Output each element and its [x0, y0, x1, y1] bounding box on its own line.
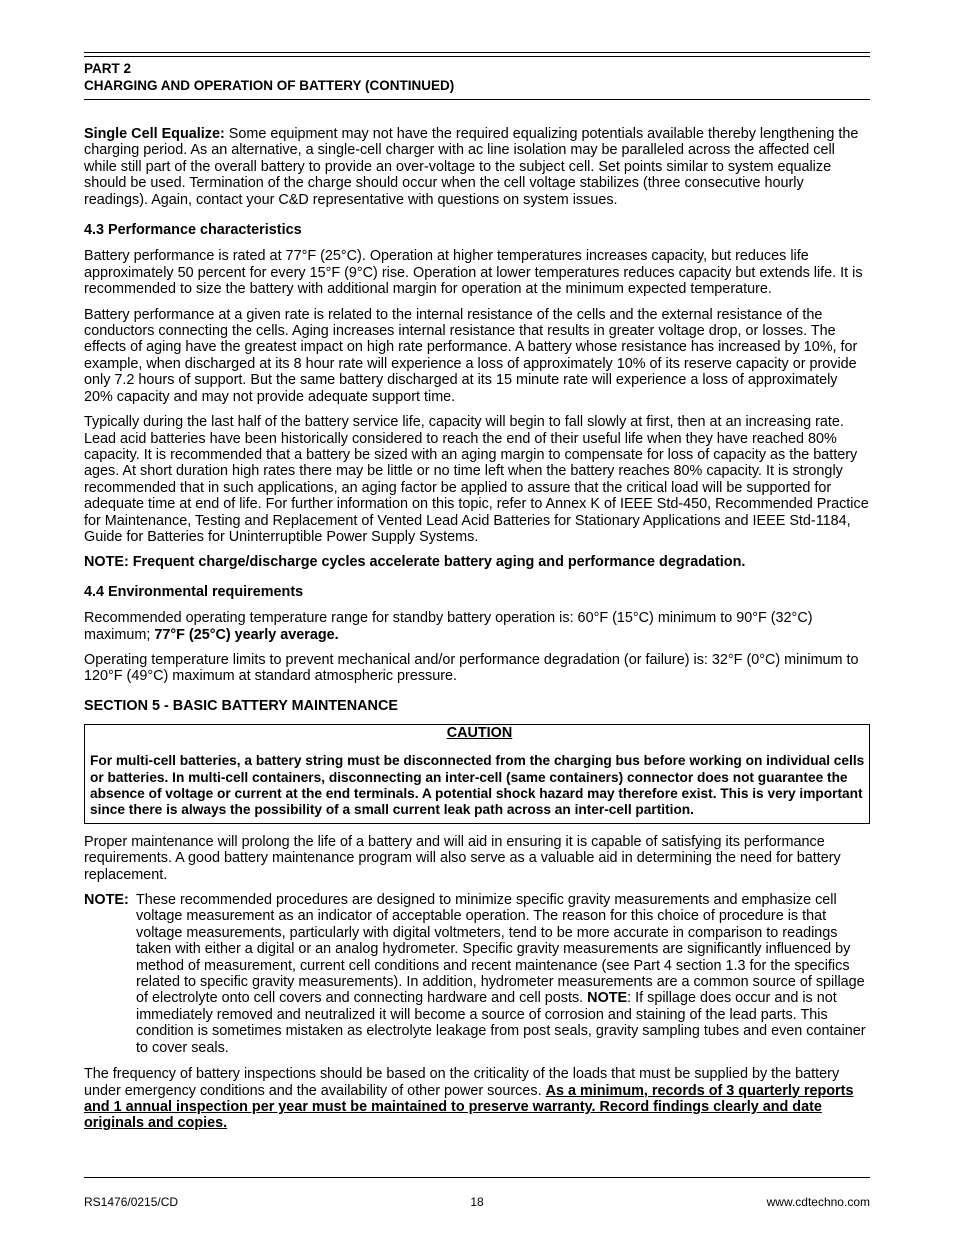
inspection-frequency-text: The frequency of battery inspections should be based on the criticality of the loads that must be supplied by the battery under emergency conditions and the availability of other power sources.	[84, 1066, 840, 1099]
footer-page-number: 18	[470, 1195, 484, 1209]
single-cell-equalize-text: Some equipment may not have the required equalizing potentials available thereby lengthening the charging period. As an alternative, a single-cell charger with ac line isolation may be paralleled across the affected cell while still part of the overall battery to provide an over-voltage to the subject cell. Set points similar to system equalize should be used. Termination of the charge should occur when the cell voltage stabilizes (three consecutive hourly readings). Again, contact your C&D representative with questions on system issues.	[84, 126, 859, 208]
footer-rule	[84, 1177, 870, 1178]
footer-doc-id: RS1476/0215/CD	[84, 1195, 179, 1209]
temperature-range-text: Recommended operating temperature range for standby battery operation is: 60°F (15°C) minimum to 90°F (32°C) maximum;	[84, 610, 813, 643]
note-text-continued: : If spillage does occur and is not immediately removed and neutralized it will become a source of corrosion and staining of the lead parts. This condition is sometimes mistaken as electrolyte leakage from post seals, gravity sampling tubes and even container to cover seals.	[136, 990, 866, 1056]
header-rule-top	[84, 52, 870, 53]
section-4-3-heading: 4.3 Performance characteristics	[84, 222, 302, 239]
warranty-requirement-text: As a minimum, records of 3 quarterly reports and 1 annual inspection per year must be maintained to preserve warranty. Record findings clearly and date originals and copies.	[84, 1082, 854, 1132]
section-4-3-paragraph-1: Battery performance is rated at 77°F (25°C). Operation at higher temperatures increases capacity, but reduces life approximately 50 percent for every 15°F (9°C) rise. Operation at lower temperatures reduces capacity but extends life. It is recommended to size the battery with additional margin for operation at the minimum expected temperature.	[84, 248, 863, 298]
part-label: PART 2	[84, 61, 132, 76]
single-cell-equalize-paragraph	[84, 126, 870, 208]
note-inner-label: NOTE	[587, 990, 628, 1007]
note-text: These recommended procedures are designed to minimize specific gravity measurements and emphasize cell voltage measurement as an indicator of acceptable operation. The reason for this choice of procedure is that voltage measurements, particularly with digital voltmeters, tend to be more accurate in comparison to readings taken with either a digital or an analog hydrometer. Specific gravity measurements are significantly influenced by method of measurement, current cell conditions and recent maintenance (see Part 4 section 1.3 for the specifics related to specific gravity measurements). In addition, hydrometer measurements are a common source of spillage of electrolyte onto cell covers and connecting hardware and cell posts.	[136, 892, 865, 1007]
section-4-4-heading: 4.4 Environmental requirements	[84, 583, 304, 600]
maintenance-note	[84, 892, 870, 1056]
part-title: CHARGING AND OPERATION OF BATTERY (CONTINUED)	[84, 77, 455, 93]
header-rule-double	[84, 56, 870, 57]
caution-title: CAUTION	[446, 725, 513, 742]
caution-box	[84, 724, 870, 824]
yearly-average-text: 77°F (25°C) yearly average.	[154, 626, 339, 643]
aging-note: NOTE: Frequent charge/discharge cycles accelerate battery aging and performance degradation.	[84, 554, 746, 571]
page-header	[84, 61, 870, 94]
header-rule-bottom	[84, 99, 870, 100]
section-4-4-paragraph-1	[84, 610, 870, 643]
page-content	[84, 126, 870, 1141]
section-5-paragraph-1: Proper maintenance will prolong the life of a battery and will aid in ensuring it is capable of satisfying its performance requirements. A good battery maintenance program will also serve as a valuable aid in determining the need for battery replacement.	[84, 833, 841, 883]
note-label: NOTE:	[84, 892, 129, 909]
single-cell-equalize-label: Single Cell Equalize:	[84, 126, 225, 142]
section-5-paragraph-2	[84, 1066, 870, 1132]
section-4-4-paragraph-2: Operating temperature limits to prevent mechanical and/or performance degradation (or failure) is: 32°F (0°C) minimum to 120°F (49°C) maximum at standard atmospheric pressure.	[84, 651, 859, 685]
section-4-3-paragraph-2: Battery performance at a given rate is related to the internal resistance of the cells and the external resistance of the conductors connecting the cells. Aging increases internal resistance that results in greater voltage drop, or losses. The effects of aging have the greatest impact on high rate performance. A battery whose resistance has increased by 10%, for example, when discharged at its 8 hour rate will experience a loss of approximately 10% of its reserve capacity or provide only 7.2 hours of support. But the same battery discharged at its 15 minute rate will experience a loss of approximately 20% capacity and may not provide adequate support time.	[84, 306, 858, 405]
section-4-3-paragraph-3: Typically during the last half of the battery service life, capacity will begin to fall slowly at first, then at an increasing rate. Lead acid batteries have been historically considered to reach the end of their useful life when they have reached 80% capacity. It is recommended that a battery be sized with an aging margin to compensate for loss of capacity as the battery ages. At short duration high rates there may be little or no time left when the battery reaches 80% capacity. It is strongly recommended that in such applications, an aging factor be applied to assure that the critical load will be supported for adequate time at end of life. For further information on this topic, refer to Annex K of IEEE Std-450, Recommended Practice for Maintenance, Testing and Replacement of Vented Lead Acid Batteries for Stationary Applications and IEEE Std-1184, Guide for Batteries for Uninterruptible Power Supply Systems.	[84, 414, 869, 545]
footer-website: www.cdtechno.com	[766, 1195, 870, 1209]
section-5-heading: SECTION 5 - BASIC BATTERY MAINTENANCE	[84, 697, 398, 714]
caution-text: For multi-cell batteries, a battery string must be disconnected from the charging bus before working on individual cells or batteries. In multi-cell containers, disconnecting an inter-cell (same containers) connector does not guarantee the absence of voltage or current at the end terminals. A potential shock hazard may therefore exist. This is very important since there is always the possibility of a small current leak path across an inter-cell partition.	[90, 753, 865, 818]
